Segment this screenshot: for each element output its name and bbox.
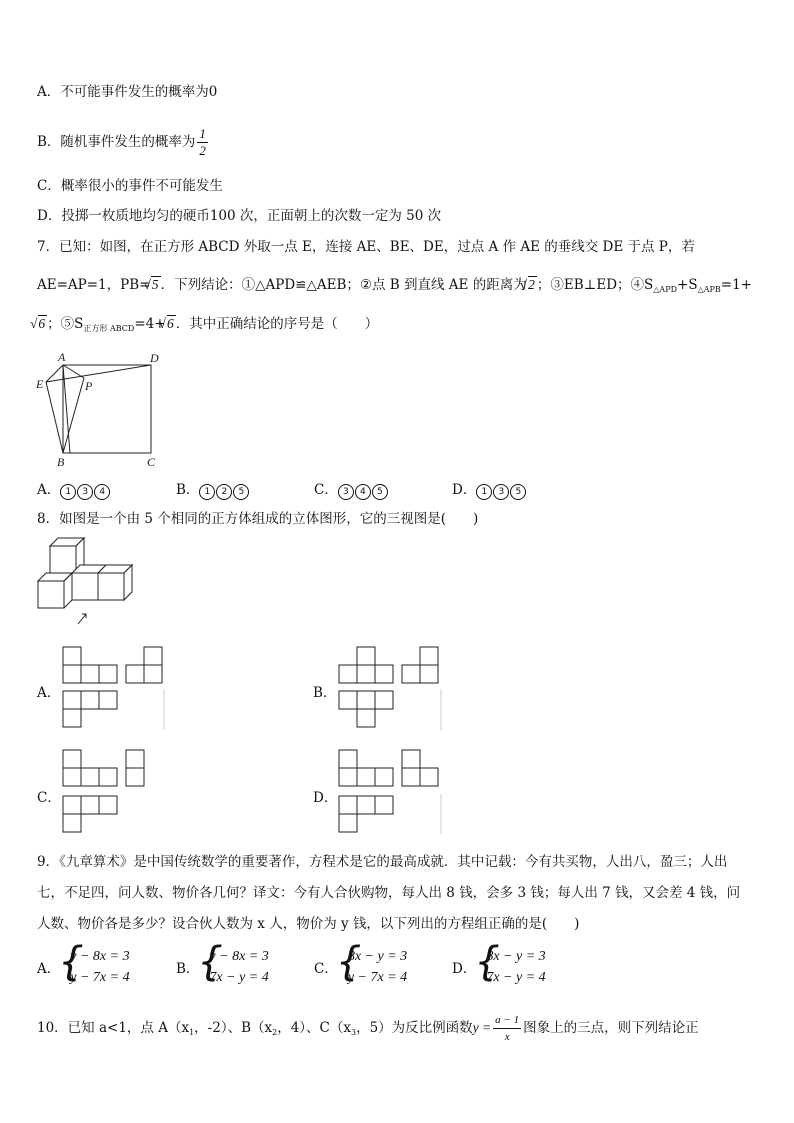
q8-stem: 8．如图是一个由 5 个相同的正方体组成的立体图形，它的三视图是( ) — [37, 511, 479, 527]
q8-option-c-views[interactable] — [60, 748, 152, 834]
label-c: C — [147, 455, 156, 469]
q8-label-d: D． — [313, 790, 338, 806]
q9-stem-line3: 人数、物价各是多少？设合伙人数为 x 人，物价为 y 钱，以下列出的方程组正确的是( ) — [37, 916, 580, 932]
q7-option-d[interactable]: D． 1 3 5 — [452, 478, 527, 500]
q6-option-c: C．概率很小的事件不可能发生 — [37, 178, 223, 194]
q9-option-c[interactable]: C． { 8x − y = 3 y − 7x = 4 — [314, 946, 407, 988]
q8-label-a: A． — [37, 685, 61, 701]
label-b: B — [57, 455, 65, 469]
equation-system-c: { 8x − y = 3 y − 7x = 4 — [338, 946, 407, 988]
q8-label-c: C． — [37, 790, 61, 806]
q7-stem-line3: √ 6 ；$⑤S_{正方形 ABCD}=4+√$ 6 ．其中正确结论的序号是（ ） — [37, 314, 378, 339]
fraction-one-half: $\frac{1}{2}$ — [199, 126, 206, 158]
q9-stem-line1: 9．《九章算术》是中国传统数学的重要著作，方程术是它的最高成就．其中记载：今有共买物，人出八，盈三；人出 — [37, 854, 728, 870]
q8-cube-figure — [36, 536, 142, 630]
q7-stem-line2: AE=AP=1，PB=√ 5 ．下列结论：①△APD≌△AEB；②点 B 到直线 AE 的距离为√ 2 ；③EB⊥ED；$④S_{\triangle APD}+S_{\triangle APB}=1+$ — [37, 275, 752, 300]
q6-option-b — [37, 126, 210, 159]
q7-stem-line1: 7．已知：如图，在正方形 ABCD 外取一点 E，连接 AE、BE、DE，过点 A 作 AE 的垂线交 DE 于点 P，若 — [37, 239, 695, 255]
q6-option-d: D．投掷一枚质地均匀的硬币100 次，正面朝上的次数一定为 50 次 — [37, 208, 442, 224]
q7-conclusion-5: ；⑤S — [47, 316, 84, 332]
label-d: D — [150, 351, 159, 365]
sqrt-5: √ 5 — [151, 276, 160, 293]
label-e: E — [36, 377, 44, 391]
sqrt-2: √ 2 — [528, 276, 537, 293]
q8-option-b-views[interactable] — [336, 645, 444, 731]
q9-option-a[interactable]: A． { y − 8x = 3 y − 7x = 4 — [37, 946, 130, 988]
q8-label-b: B． — [313, 685, 337, 701]
sqrt-6-b: √ 6 — [167, 315, 176, 332]
q9-option-b[interactable]: B． { y − 8x = 3 7x − y = 4 — [176, 946, 269, 988]
q6-option-b-text: B．随机事件发生的概率为 — [37, 134, 196, 150]
q7-conclusion-4: ④S — [630, 277, 654, 293]
q7-option-a[interactable]: A． 1 3 4 — [37, 478, 111, 500]
sqrt-6: √ 6 — [38, 315, 47, 332]
q7-conclusion-3: ；③EB⊥ED； — [536, 277, 631, 293]
fraction-a-minus-1-over-x: $\frac{a - 1}{x}$ — [495, 1014, 520, 1043]
q7-square-figure — [30, 348, 170, 470]
q7-option-c[interactable]: C． 3 4 5 — [314, 478, 389, 500]
q10-stem: 10．已知 a<1，点 $A(x_1$，-2）、$B(x_2$，4）、$C(x_3$，5）为反比例函数y = $\frac{a - 1}{x}$ 图象上的三点，则下列结论正 — [37, 1014, 699, 1043]
function-y-equals: y = — [472, 1020, 492, 1035]
equation-system-b: { y − 8x = 3 7x − y = 4 — [199, 946, 268, 988]
q7-option-b[interactable]: B． 1 2 5 — [176, 478, 250, 500]
q6-option-a: A．不可能事件发生的概率为0 — [37, 84, 218, 100]
label-a: A — [58, 350, 66, 364]
equation-system-a: { y − 8x = 3 y − 7x = 4 — [60, 946, 129, 988]
q8-option-a-views[interactable] — [60, 645, 166, 729]
q9-stem-line2: 七，不足四，问人数、物价各几何？译文：今有人合伙购物，每人出 8 钱，会多 3 钱；每人出 7 钱，又会差 4 钱，问 — [37, 885, 741, 901]
label-p: P — [85, 379, 93, 393]
q7-conclusion-2: ②点 B 到直线 AE 的距离为 — [359, 277, 527, 293]
q9-option-d[interactable]: D． { 8x − y = 3 7x − y = 4 — [452, 946, 546, 988]
q8-option-d-views[interactable] — [336, 748, 444, 834]
q7-conclusion-1: ①△APD≌△AEB； — [241, 277, 360, 293]
equation-system-d: { 8x − y = 3 7x − y = 4 — [476, 946, 545, 988]
